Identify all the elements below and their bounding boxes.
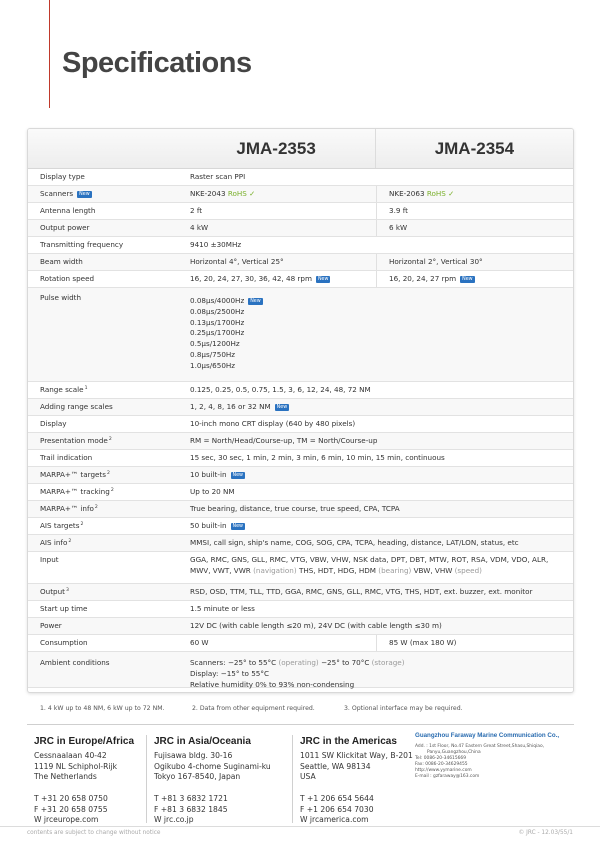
spec-value-text: 1.0μs/650Hz <box>190 360 236 370</box>
spec-label <box>28 484 178 500</box>
new-badge: New <box>232 524 243 529</box>
spec-label <box>28 467 178 483</box>
dealer-name: Guangzhou Faraway Marine Communication Co., <box>415 732 560 739</box>
spec-value-text: 4 kW <box>190 223 209 232</box>
dealer-stamp <box>415 732 595 812</box>
spec-value <box>178 652 573 687</box>
spec-label-text: Adding range scales <box>40 402 113 411</box>
footnote-marker: 2 <box>80 522 84 527</box>
spec-value-text: 2 ft <box>190 206 203 215</box>
qualifier: (bearing) <box>378 565 412 575</box>
address-line: Cessnaalaan 40-42 <box>34 751 107 760</box>
spec-row <box>28 635 573 652</box>
spec-row <box>28 501 573 518</box>
ambient-line <box>190 658 573 669</box>
spec-table-header <box>28 129 573 169</box>
text: Scanners: −25° to 55°C <box>190 658 279 667</box>
spec-value-text: 0.5μs/1200Hz <box>190 339 240 349</box>
spec-value-jma-2353 <box>178 220 376 236</box>
model-name-1: JMA-2353 <box>236 138 316 158</box>
pulse-width-line <box>190 296 573 307</box>
address-line: 1011 SW Klickitat Way, B-201 <box>300 751 413 760</box>
contact-title: JRC in Europe/Africa <box>34 736 135 747</box>
spec-label-text: Trail indication <box>40 453 93 462</box>
spec-label <box>28 416 178 432</box>
footnote-marker: 2 <box>107 471 110 476</box>
spec-label <box>28 169 178 185</box>
spec-row <box>28 399 573 416</box>
spec-value-text: True bearing, distance, true course, true speed, CPA, TCPA <box>190 504 400 513</box>
spec-label-text: Display <box>40 419 67 428</box>
spec-value-jma-2353 <box>178 271 376 287</box>
spec-label-text: Presentation mode <box>40 436 108 445</box>
spec-label <box>28 584 178 600</box>
spec-value <box>178 288 573 381</box>
text: MWV, VWT, VWR <box>190 565 254 575</box>
contact-americas <box>300 735 413 826</box>
spec-row <box>28 220 573 237</box>
address-line: Ogikubo 4-chome Suginami-ku <box>154 761 271 771</box>
dealer-fax: Fax: 0086-20-34629455 <box>415 761 468 767</box>
spec-row <box>28 618 573 635</box>
spec-label-text: Beam width <box>40 257 83 266</box>
address-line: The Netherlands <box>34 772 97 782</box>
address-line: USA <box>300 772 316 782</box>
document-code: © JRC - 12.03/55/1 <box>518 830 573 836</box>
contact-asia <box>154 735 271 826</box>
address-line: Seattle, WA 98134 <box>300 761 371 771</box>
spec-label-text: Pulse width <box>40 293 82 302</box>
text: Display: −15° to 55°C <box>190 668 269 678</box>
dealer-address: Panyu,Guangzhou,China <box>427 749 481 755</box>
qualifier: (storage) <box>371 658 405 667</box>
spec-label <box>28 618 178 634</box>
spec-value <box>178 169 573 185</box>
spec-value-text: 0.8μs/750Hz <box>190 349 236 359</box>
pulse-width-line <box>190 328 573 339</box>
spec-label-text: MARPA+™ info <box>40 504 94 513</box>
dealer-email: E-mail : gzfaraway@163.com <box>415 773 480 779</box>
spec-value <box>178 467 573 483</box>
bottom-divider <box>0 826 600 827</box>
spec-value-text: 0.25μs/1700Hz <box>190 328 245 338</box>
new-badge: New <box>276 405 288 410</box>
spec-value <box>178 535 573 551</box>
spec-value-jma-2354 <box>376 203 573 219</box>
spec-value-text: NKE-2063 <box>389 189 425 198</box>
spec-row <box>28 652 573 688</box>
spec-label-text: Input <box>40 555 59 564</box>
spec-value-text: 10 built-in <box>190 470 227 479</box>
spec-value-text: 60 W <box>190 638 209 647</box>
spec-value-jma-2353 <box>178 203 376 219</box>
spec-value-jma-2354 <box>376 220 573 236</box>
spec-label <box>28 203 178 219</box>
spec-row <box>28 433 573 450</box>
spec-label-text: Output power <box>40 223 90 232</box>
spec-row <box>28 467 573 484</box>
spec-label-text: Ambient conditions <box>40 658 110 667</box>
spec-label <box>28 288 178 381</box>
spec-value <box>178 552 573 583</box>
pulse-width-line <box>190 307 573 318</box>
spec-label <box>28 399 178 415</box>
spec-value <box>178 382 573 398</box>
website: W jrceurope.com <box>34 815 99 825</box>
ambient-line <box>190 680 573 691</box>
contact-separator <box>146 735 147 823</box>
contact-title: JRC in Asia/Oceania <box>154 736 251 747</box>
spec-label-text: Output <box>40 587 65 596</box>
new-badge: New <box>317 277 329 282</box>
spec-label-text: MARPA+™ tracking <box>40 487 110 496</box>
spec-row <box>28 186 573 203</box>
ambient-line <box>190 669 573 680</box>
website: W jrc.co.jp <box>154 815 194 825</box>
spec-value-text: 16, 20, 24, 27, 30, 36, 42, 48 rpm <box>190 274 312 283</box>
disclaimer: contents are subject to change without notice <box>27 830 161 836</box>
spec-row <box>28 518 573 535</box>
spec-label <box>28 433 178 449</box>
spec-label-text: Start up time <box>40 604 88 613</box>
spec-label <box>28 186 178 202</box>
rohs-mark: RoHS ✓ <box>426 189 455 198</box>
spec-value-text: Up to 20 NM <box>190 487 235 496</box>
phone: T +81 3 6832 1721 <box>154 793 228 803</box>
text: −25° to 70°C <box>318 658 372 667</box>
spec-value-text: Horizontal 2°, Vertical 30° <box>389 257 483 266</box>
new-badge: New <box>232 473 243 478</box>
pulse-width-line <box>190 350 573 361</box>
spec-label <box>28 635 178 651</box>
spec-row <box>28 382 573 399</box>
spec-value-text: Raster scan PPI <box>190 172 246 181</box>
spec-label-text: Power <box>40 621 62 630</box>
qualifier: (navigation) <box>253 565 297 575</box>
footnote-3: 3. Optional interface may be required. <box>344 705 463 712</box>
spec-value-text: MMSI, call sign, ship's name, COG, SOG, CPA, TCPA, heading, distance, LAT/LON, status, etc <box>190 538 519 547</box>
spec-value <box>178 618 573 634</box>
fax: F +1 206 654 7030 <box>300 804 374 814</box>
spec-label-text: MARPA+™ targets <box>40 470 106 479</box>
input-line <box>190 566 573 577</box>
spec-value-text: 16, 20, 24, 27 rpm <box>389 274 457 283</box>
dealer-web: http://www.yymarine.com <box>415 767 472 773</box>
pulse-width-line <box>190 361 573 372</box>
phone: T +1 206 654 5644 <box>300 793 374 803</box>
spec-label <box>28 601 178 617</box>
spec-value-text: 15 sec, 30 sec, 1 min, 2 min, 3 min, 6 min, 10 min, 15 min, continuous <box>190 453 445 462</box>
spec-row <box>28 416 573 433</box>
spec-value-jma-2353 <box>178 254 376 270</box>
spec-value <box>178 399 573 415</box>
dealer-address: Add. : 1st Floor, No.47 Eastern Great Street,Shasu,Shiqiao, <box>415 743 545 749</box>
new-badge: New <box>79 192 90 197</box>
spec-value-text: RSD, OSD, TTM, TLL, TTD, GGA, RMC, GNS, GLL, RMC, VTG, THS, HDT, ext. buzzer, ext. monitor <box>190 587 533 596</box>
dealer-tel: Tel: 0086-20-34615669 <box>415 755 467 761</box>
spec-value <box>178 433 573 449</box>
spec-label <box>28 552 178 583</box>
spec-label <box>28 220 178 236</box>
spec-value-jma-2353 <box>178 635 376 651</box>
spec-table <box>27 128 574 693</box>
pulse-width-line <box>190 339 573 350</box>
address-line: Fujisawa bldg. 30-16 <box>154 751 233 760</box>
text: VBW, VHW <box>411 565 455 575</box>
spec-row <box>28 271 573 288</box>
spec-label-text: Antenna length <box>40 206 96 215</box>
qualifier: (speed) <box>454 565 482 575</box>
spec-label-text: AIS info <box>40 538 68 547</box>
spec-label <box>28 535 178 551</box>
spec-label <box>28 450 178 466</box>
contacts-divider <box>27 724 574 725</box>
input-line <box>190 555 573 566</box>
spec-value-text: RM = North/Head/Course-up, TM = North/Course-up <box>190 436 378 445</box>
model-name-2: JMA-2354 <box>375 129 573 168</box>
spec-label <box>28 237 178 253</box>
spec-value-text: 12V DC (with cable length ≤20 m), 24V DC (with cable length ≤30 m) <box>190 621 442 630</box>
spec-value-text: NKE-2043 <box>190 189 226 198</box>
contact-title: JRC in the Americas <box>300 736 397 747</box>
spec-value-jma-2354 <box>376 186 573 202</box>
spec-label-text: Range scale <box>40 385 84 394</box>
spec-row <box>28 237 573 254</box>
spec-value <box>178 518 573 534</box>
spec-value <box>178 601 573 617</box>
spec-value-text: 85 W (max 180 W) <box>389 638 457 647</box>
spec-row <box>28 535 573 552</box>
spec-row <box>28 254 573 271</box>
spec-label-text: Scanners <box>40 189 74 198</box>
spec-value-text: 6 kW <box>389 223 408 232</box>
spec-label-text: AIS targets <box>40 521 80 530</box>
spec-value-text: 50 built-in <box>190 521 227 530</box>
spec-value <box>178 484 573 500</box>
spec-value-text: GGA, RMC, GNS, GLL, RMC, VTG, VBW, VHW, NSK data, DPT, DBT, MTW, ROT, RSA, VDM, VDO, ALR, <box>190 555 549 564</box>
footnote-marker: 1 <box>84 386 88 391</box>
spec-value-text: 9410 ±30MHz <box>190 240 242 249</box>
spec-value <box>178 237 573 253</box>
fax: F +81 3 6832 1845 <box>154 804 228 814</box>
address-line: Tokyo 167-8540, Japan <box>154 772 241 782</box>
spec-label-text: Consumption <box>40 638 88 647</box>
spec-row <box>28 584 573 601</box>
spec-value-jma-2354 <box>376 635 573 651</box>
spec-row <box>28 288 573 382</box>
spec-value-jma-2354 <box>376 271 573 287</box>
spec-row <box>28 169 573 186</box>
footnote-marker: 3 <box>65 588 69 593</box>
pulse-width-line <box>190 318 573 329</box>
new-badge: New <box>250 299 261 304</box>
spec-value-text: 0.08μs/4000Hz <box>190 296 245 305</box>
spec-value-jma-2353 <box>178 186 376 202</box>
spec-value-text: Horizontal 4°, Vertical 25° <box>190 257 284 266</box>
spec-row <box>28 552 573 584</box>
spec-rows <box>28 169 573 688</box>
phone: T +31 20 658 0750 <box>34 793 108 803</box>
footnote-1: 1. 4 kW up to 48 NM, 6 kW up to 72 NM. <box>40 705 165 712</box>
spec-value <box>178 501 573 517</box>
spec-value <box>178 450 573 466</box>
spec-label <box>28 518 178 534</box>
spec-value-text: 1, 2, 4, 8, 16 or 32 NM <box>190 402 271 411</box>
spec-row <box>28 203 573 220</box>
spec-value-text: 3.9 ft <box>389 206 408 215</box>
footnote-marker: 2 <box>94 505 98 510</box>
address-line: 1119 NL Schiphol-Rijk <box>34 761 118 771</box>
website: W jrcamerica.com <box>300 815 369 825</box>
spec-label <box>28 254 178 270</box>
spec-value-text: 0.13μs/1700Hz <box>190 317 245 327</box>
spec-label <box>28 501 178 517</box>
spec-value <box>178 584 573 600</box>
footnote-2: 2. Data from other equipment required. <box>192 705 315 712</box>
spec-value-jma-2354 <box>376 254 573 270</box>
spec-label <box>28 271 178 287</box>
spec-label-text: Rotation speed <box>40 274 95 283</box>
spec-row <box>28 601 573 618</box>
rohs-mark: RoHS ✓ <box>227 189 256 198</box>
new-badge: New <box>462 277 473 282</box>
spec-label <box>28 382 178 398</box>
qualifier: (operating) <box>278 658 319 667</box>
spec-row <box>28 450 573 467</box>
spec-label-text: Transmitting frequency <box>40 240 124 249</box>
spec-value <box>178 416 573 432</box>
footnote-marker: 2 <box>108 437 112 442</box>
footnote-marker: 2 <box>110 488 114 493</box>
spec-label <box>28 652 178 687</box>
contact-europe <box>34 735 134 826</box>
spec-value-text: 0.125, 0.25, 0.5, 0.75, 1.5, 3, 6, 12, 24, 48, 72 NM <box>190 385 371 394</box>
spec-value-text: 0.08μs/2500Hz <box>190 306 245 316</box>
page-title: Specifications <box>62 47 252 79</box>
spec-row <box>28 484 573 501</box>
spec-label-text: Display type <box>40 172 85 181</box>
fax: F +31 20 658 0755 <box>34 804 108 814</box>
text: Relative humidity 0% to 93% non-condensing <box>190 679 355 689</box>
text: THS, HDT, HDG, HDM <box>296 565 379 575</box>
spec-value-text: 1.5 minute or less <box>190 604 255 613</box>
footnote-marker: 2 <box>68 539 72 544</box>
spec-value-text: 10-inch mono CRT display (640 by 480 pixels) <box>190 419 356 428</box>
contact-separator <box>292 735 293 823</box>
title-accent-rule <box>49 0 50 108</box>
